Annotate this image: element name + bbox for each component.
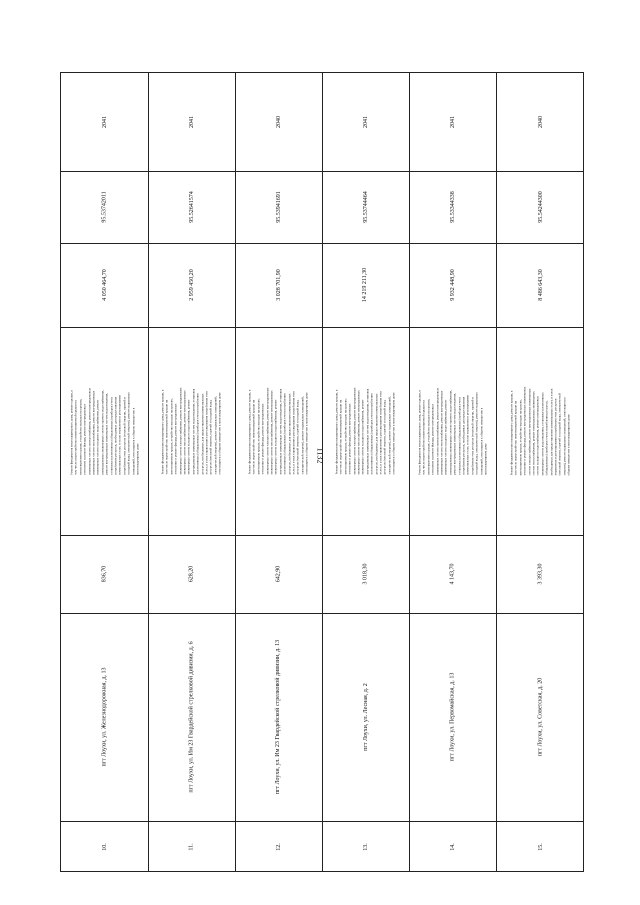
- year-value: 2041: [101, 116, 108, 128]
- address-value: пгт Лоухи, ул. Советская, д. 20: [537, 677, 544, 757]
- row-number-cell: [61, 821, 148, 873]
- address-cell: [61, 613, 148, 821]
- works-text: Ремонт фундамента многоквартирного дома, ремонт крыши, в том числе переустройство невентилируемой крыши на вентилируемую крышу, устройство выходов на кровлю, утепление и ремонт фасада, ремонт внутридомовых инженерных систем электроснабжения, ремонт внутридомовых инженерных систем теплоснабжения, ремонт внутридомовых инженерных систем холодного водоснабжения, ремонт внутридомовых инженерных систем горячего водоснабжения, ремонт внутридомовых инженерных систем водоотведения, установка коллективных (общедомовых) приборов учета потребления ресурсов, необходимых для предоставления коммунальных услуг, и узлов управления и регулирования потребления этих ресурсов (тепловой энергии, горячей и холодной воды, электрической энергии), ремонт подвальных помещений, относящихся к общему имуществу в многоквартирном доме: [417, 387, 488, 475]
- address-cell: [496, 613, 585, 821]
- cost-value: 9 932 448,90: [449, 269, 456, 301]
- row-number: 12.: [275, 843, 282, 851]
- works-text: Ремонт фундамента многоквартирного дома, ремонт крыши, в том числе переустройство невентилируемой крыши на вентилируемую крышу, устройство выходов на кровлю, утепление и ремонт фасада, ремонт внутридомовых инженерных систем электроснабжения, ремонт внутридомовых инженерных систем теплоснабжения, ремонт внутридомовых инженерных систем холодного водоснабжения, ремонт внутридомовых инженерных систем горячего водоснабжения, ремонт внутридомовых инженерных систем водоотведения, установка коллективных (общедомовых) приборов учета потребления ресурсов, необходимых для предоставления коммунальных услуг, и узлов управления и регулирования потребления этих ресурсов (тепловой энергии, горячей и холодной воды, электрической энергии), ремонт подвальных помещений, относящихся к общему имуществу в многоквартирном доме: [69, 387, 140, 475]
- year-value: 2041: [449, 116, 456, 128]
- area-cell: [496, 535, 585, 613]
- row-number-cell: [496, 821, 585, 873]
- code-value: 95.53742011: [101, 191, 108, 223]
- area-cell: [322, 535, 409, 613]
- address-value: пгт Лоухи, ул. Первомайская, д. 13: [449, 672, 456, 762]
- code-value: 95.54244300: [537, 191, 544, 223]
- row-number-cell: [235, 821, 322, 873]
- row-number: 11.: [188, 843, 195, 851]
- row-number: 13.: [362, 843, 369, 851]
- address-cell: [322, 613, 409, 821]
- area-value: 3 018,30: [362, 563, 369, 585]
- year-cell: [496, 73, 585, 171]
- address-value: пгт Лоухи, ул. Им 23 Гвардейской стрелковой дивизии, д. 13: [275, 639, 282, 795]
- cost-value: 8 486 643,30: [537, 269, 544, 301]
- works-text: Ремонт фундамента многоквартирного дома, ремонт крыши, в том числе переустройство невентилируемой крыши на вентилируемую крышу, устройство выходов на кровлю, утепление и ремонт фасада, ремонт внутридомовых инженерных систем электроснабжения, ремонт внутридомовых инженерных систем теплоснабжения, ремонт внутридомовых инженерных систем холодного водоснабжения, ремонт внутридомовых инженерных систем водоотведения, установка коллективных (общедомовых) приборов учета потребления ресурсов, необходимых для предоставления коммунальных услуг, и узлов управления и регулирования потребления этих ресурсов (тепловой энергии, горячей и холодной воды, электрической энергии), ремонт подвальных помещений, относящихся к общему имуществу в многоквартирном доме: [509, 386, 571, 476]
- address-cell: [409, 613, 496, 821]
- area-cell: [235, 535, 322, 613]
- area-value: 4 143,70: [449, 563, 456, 585]
- code-value: 95.53344338: [449, 191, 456, 223]
- page-number-text: 1132: [315, 447, 325, 463]
- area-value: 628,20: [188, 565, 195, 583]
- area-value: 3 393,30: [537, 563, 544, 585]
- code-cell: [148, 171, 235, 243]
- cost-cell: [496, 243, 585, 327]
- year-cell: [61, 73, 148, 171]
- works-cell: [322, 327, 409, 535]
- works-text: Ремонт фундамента многоквартирного дома, ремонт крыши, в том числе переустройство невентилируемой крыши на вентилируемую крышу, устройство выходов на кровлю, утепление и ремонт фасада, ремонт внутридомовых инженерных систем электроснабжения, ремонт внутридомовых инженерных систем теплоснабжения, ремонт внутридомовых инженерных систем холодного водоснабжения, ремонт внутридомовых инженерных систем водоотведения, установка коллективных (общедомовых) приборов учета потребления ресурсов, необходимых для предоставления коммунальных услуг, и узлов управления и регулирования потребления этих ресурсов (тепловой энергии, горячей и холодной воды, электрической энергии), ремонт подвальных помещений, относящихся к общему имуществу в многоквартирном доме: [334, 387, 396, 475]
- cost-cell: [148, 243, 235, 327]
- code-value: 95.52641574: [188, 191, 195, 223]
- address-cell: [235, 613, 322, 821]
- year-value: 2041: [188, 116, 195, 128]
- address-value: пгт Лоухи, ул. Лесная, д. 2: [362, 683, 369, 751]
- row-number-cell: [322, 821, 409, 873]
- year-cell: [409, 73, 496, 171]
- row-number: 10.: [101, 843, 108, 851]
- cost-cell: [409, 243, 496, 327]
- cost-value: 14 219 211,30: [362, 267, 369, 303]
- area-value: 642,90: [275, 565, 282, 583]
- code-value: 95.53941691: [275, 191, 282, 223]
- works-cell: [61, 327, 148, 535]
- code-cell: [322, 171, 409, 243]
- year-value: 2040: [537, 116, 544, 128]
- address-cell: [148, 613, 235, 821]
- row-number: 14.: [449, 843, 456, 851]
- year-cell: [322, 73, 409, 171]
- code-cell: [61, 171, 148, 243]
- year-cell: [235, 73, 322, 171]
- area-cell: [409, 535, 496, 613]
- works-cell: [148, 327, 235, 535]
- works-cell: [496, 327, 585, 535]
- area-cell: [61, 535, 148, 613]
- cost-value: 2 959 450,20: [188, 269, 195, 301]
- code-cell: [235, 171, 322, 243]
- row-number-cell: [409, 821, 496, 873]
- row-number-cell: [148, 821, 235, 873]
- works-text: Ремонт фундамента многоквартирного дома, ремонт крыши, в том числе переустройство невентилируемой крыши на вентилируемую крышу, устройство выходов на кровлю, утепление и ремонт фасада, ремонт внутридомовых инженерных систем электроснабжения, ремонт внутридомовых инженерных систем теплоснабжения, ремонт внутридомовых инженерных систем холодного водоснабжения, ремонт внутридомовых инженерных систем водоотведения, установка коллективных (общедомовых) приборов учета потребления ресурсов, необходимых для предоставления коммунальных услуг, и узлов управления и регулирования потребления этих ресурсов (тепловой энергии, горячей и холодной воды, электрической энергии), ремонт подвальных помещений, относящихся к общему имуществу в многоквартирном доме: [160, 387, 222, 475]
- cost-value: 3 028 701,90: [275, 269, 282, 301]
- works-cell: [235, 327, 322, 535]
- year-value: 2041: [362, 116, 369, 128]
- row-number: 15.: [537, 843, 544, 851]
- code-cell: [496, 171, 585, 243]
- address-value: пгт Лоухи, ул. Железнодорожная, д. 13: [101, 667, 108, 767]
- works-table: [60, 72, 584, 872]
- cost-cell: [235, 243, 322, 327]
- area-value: 836,70: [101, 565, 108, 583]
- code-value: 95.53744464: [362, 191, 369, 223]
- year-value: 2040: [275, 116, 282, 128]
- works-text: Ремонт фундамента многоквартирного дома, ремонт крыши, в том числе переустройство невентилируемой крыши на вентилируемую крышу, устройство выходов на кровлю, утепление и ремонт фасада, ремонт внутридомовых инженерных систем электроснабжения, ремонт внутридомовых инженерных систем теплоснабжения, ремонт внутридомовых инженерных систем холодного водоснабжения, ремонт внутридомовых инженерных систем водоотведения, установка коллективных (общедомовых) приборов учета потребления ресурсов, необходимых для предоставления коммунальных услуг, и узлов управления и регулирования потребления этих ресурсов (тепловой энергии, горячей и холодной воды, электрической энергии), ремонт подвальных помещений, относящихся к общему имуществу в многоквартирном доме: [247, 387, 309, 475]
- cost-value: 4 050 464,70: [101, 269, 108, 301]
- address-value: пгт Лоухи, ул. Им 23 Гвардейской стрелковой дивизии, д. 6: [188, 641, 195, 793]
- area-cell: [148, 535, 235, 613]
- cost-cell: [61, 243, 148, 327]
- code-cell: [409, 171, 496, 243]
- works-cell: [409, 327, 496, 535]
- cost-cell: [322, 243, 409, 327]
- year-cell: [148, 73, 235, 171]
